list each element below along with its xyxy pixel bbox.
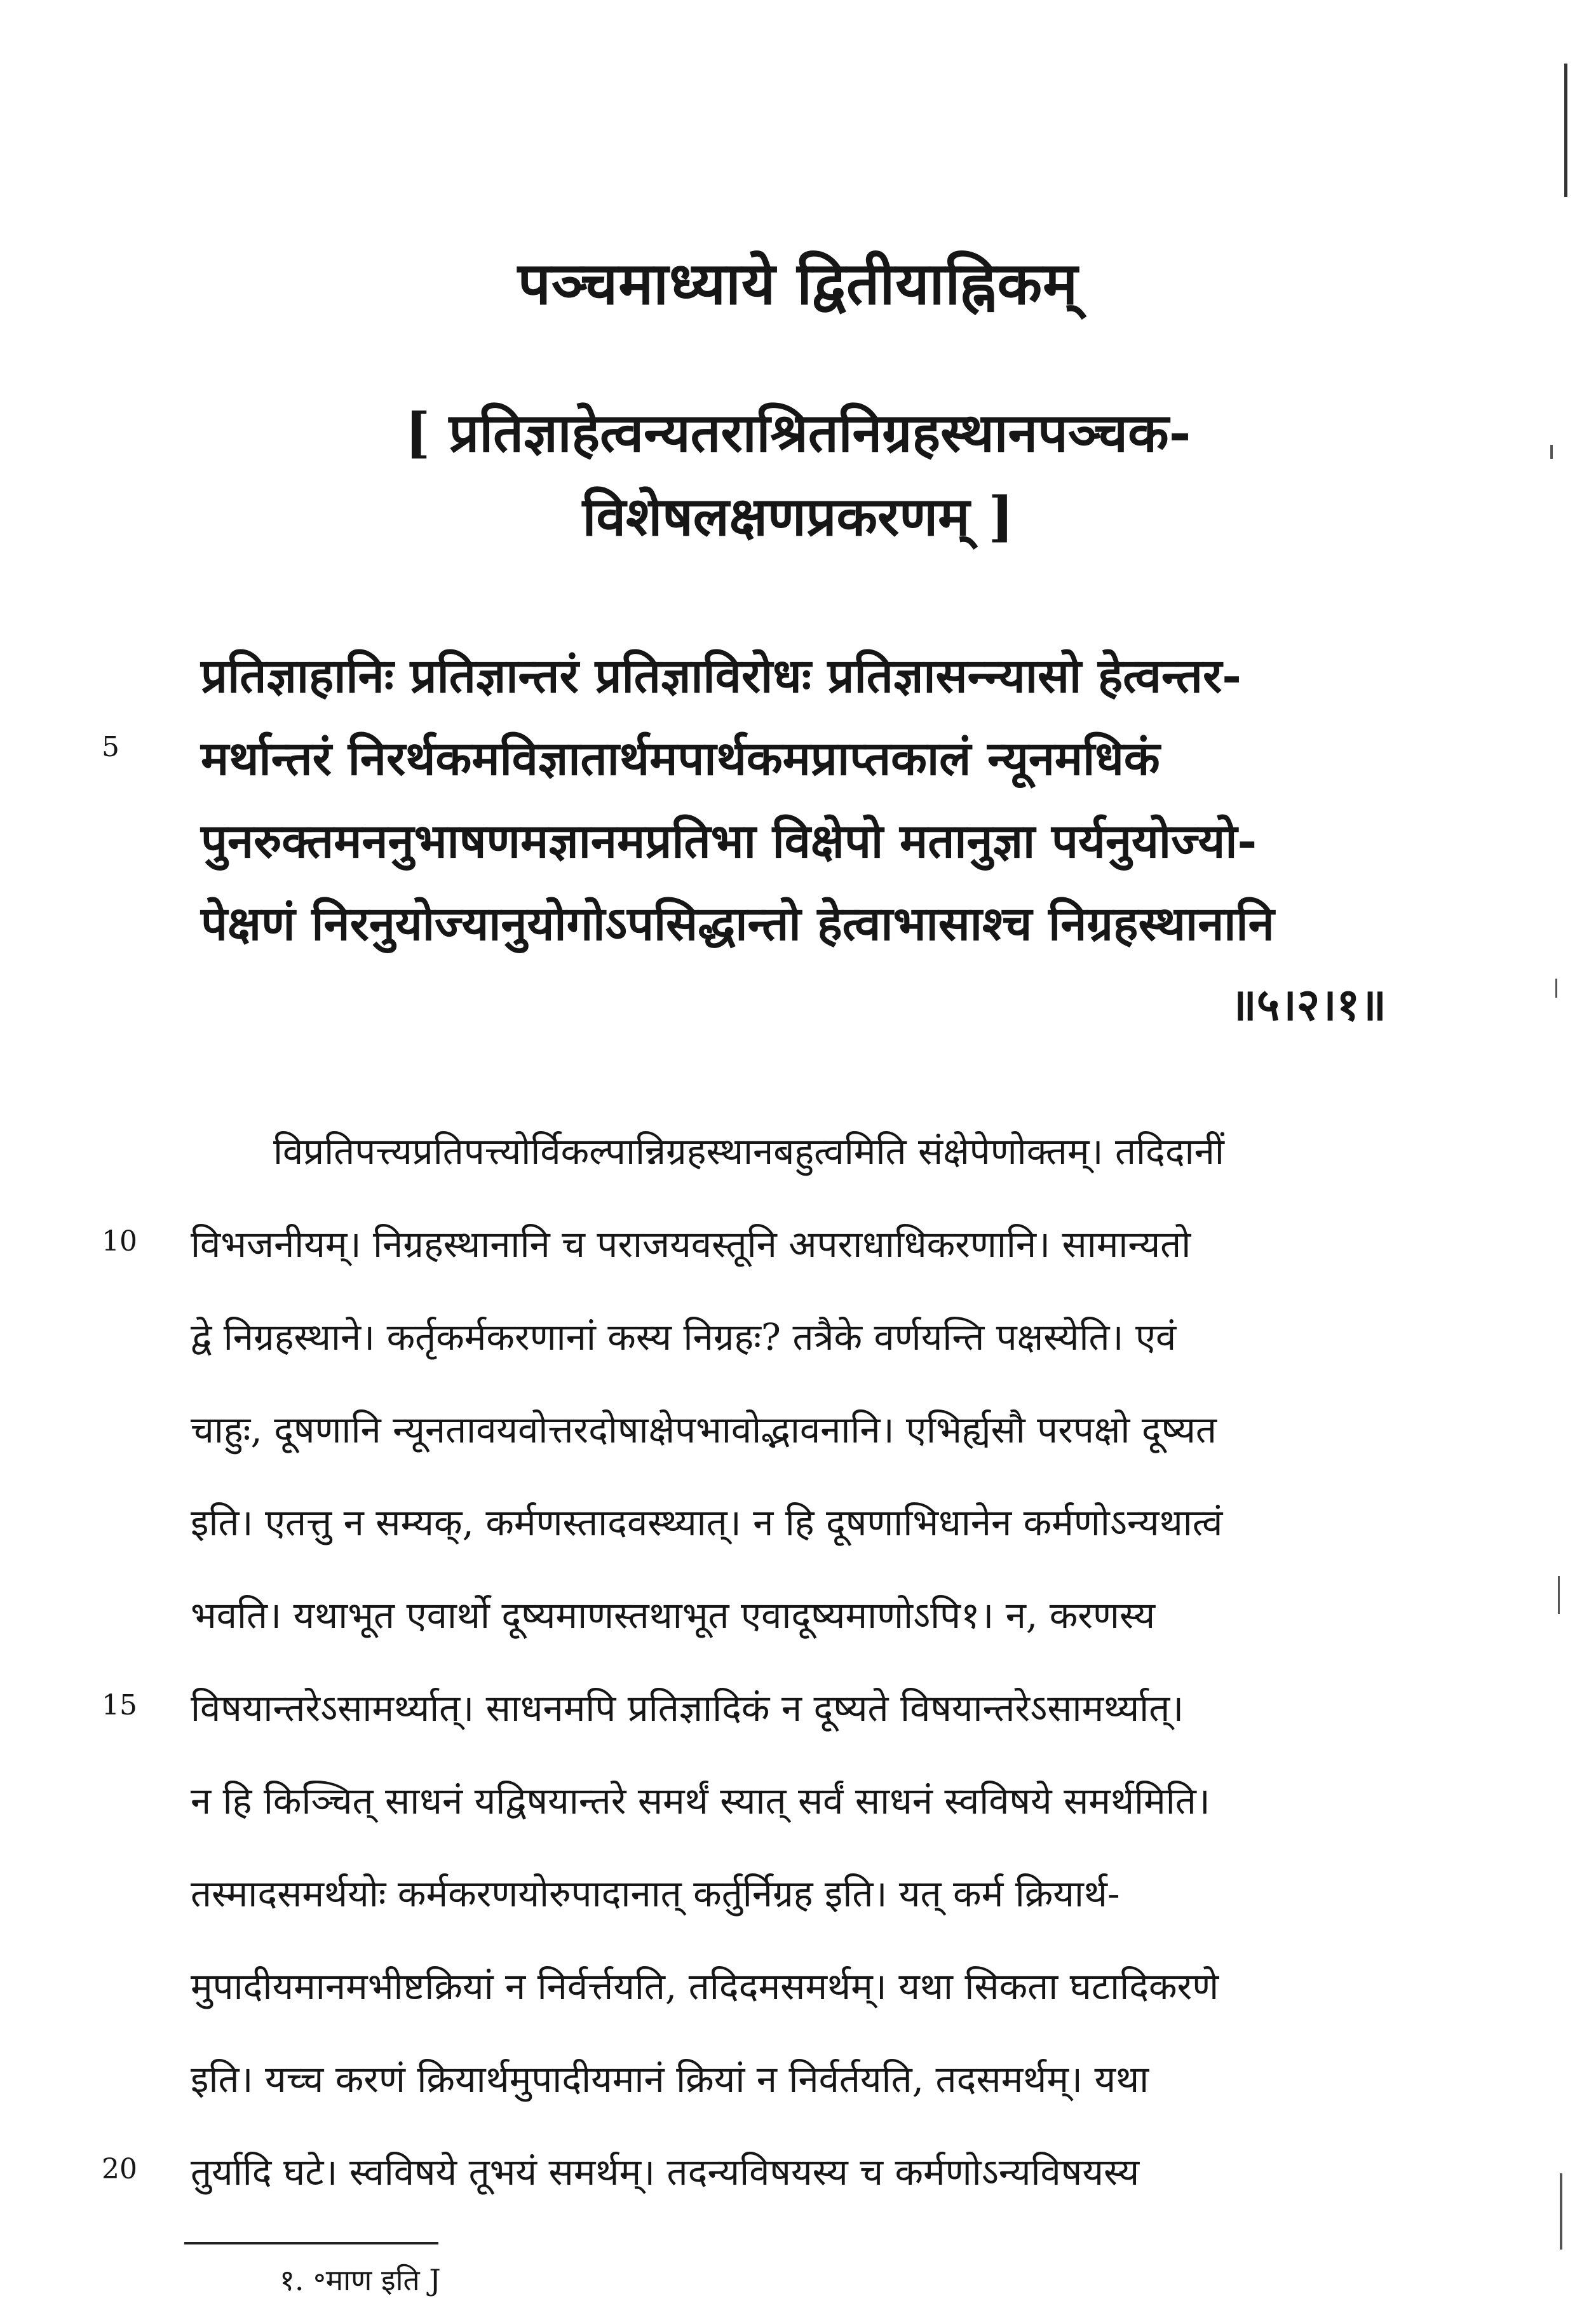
commentary-line	[191, 1496, 1402, 1546]
commentary-line	[191, 1774, 1402, 1824]
line-number: 5	[102, 731, 119, 763]
commentary-text: चाहुः, दूषणानि न्यूनतावयवोत्तरदोषाक्षेपभावोद्भावनानि। एभिर्ह्यसौ परपक्षो दूष्यत	[191, 1408, 1217, 1451]
sutra-text: मर्थान्तरं निरर्थकमविज्ञातार्थमपार्थकमप्राप्तकालं न्यूनमधिकं	[201, 731, 1160, 786]
section-title-line-2: विशेषलक्षणप्रकरणम् ]	[582, 485, 1014, 548]
sutra-line-4	[201, 890, 1402, 954]
commentary-text: तस्मादसमर्थयोः कर्मकरणयोरुपादानात् कर्तुर्निग्रह इति। यत् कर्म क्रियार्थ-	[191, 1872, 1120, 1915]
commentary-line	[191, 1310, 1402, 1361]
commentary-line	[191, 1218, 1402, 1268]
line-number: 20	[102, 2153, 137, 2185]
commentary-line	[191, 2145, 1402, 2196]
commentary-text: विषयान्तरेऽसामर्थ्यात्। साधनमपि प्रतिज्ञादिकं न दूष्यते विषयान्तरेऽसामर्थ्यात्।	[191, 1687, 1184, 1730]
commentary-line	[191, 1681, 1402, 1732]
commentary-text: मुपादीयमानमभीष्टक्रियां न निर्वर्त्तयति, तदिदमसमर्थम्। यथा सिकता घटादिकरणे	[191, 1965, 1219, 2008]
scan-speck	[1555, 979, 1557, 998]
commentary-line	[191, 1403, 1402, 1453]
scan-speck	[1550, 445, 1553, 459]
commentary-text: इति। एतत्तु न सम्यक्, कर्मणस्तादवस्थ्यात्। न हि दूषणाभिधानेन कर्मणोऽन्यथात्वं	[191, 1501, 1223, 1544]
sutra-text: प्रतिज्ञाहानिः प्रतिज्ञान्तरं प्रतिज्ञाविरोधः प्रतिज्ञासन्न्यासो हेत्वन्तर-	[201, 649, 1241, 703]
line-number: 10	[102, 1225, 137, 1258]
chapter-heading: पञ्चमाध्याये द्वितीयाह्निकम्	[517, 249, 1079, 318]
commentary-line	[191, 1867, 1402, 1917]
margin-rule	[1564, 64, 1567, 197]
commentary-line	[191, 1589, 1402, 1639]
scan-speck	[1558, 1576, 1560, 1614]
commentary-text: न हि किञ्चित् साधनं यद्विषयान्तरे समर्थं स्यात् सर्वं साधनं स्वविषये समर्थमिति।	[191, 1779, 1210, 1823]
sutra-line-3	[201, 807, 1402, 871]
sutra-number: ॥५।२।१॥	[1229, 978, 1386, 1031]
sutra-text: पेक्षणं निरनुयोज्यानुयोगोऽपसिद्धान्तो हेत्वाभासाश्च निग्रहस्थानानि	[201, 897, 1275, 951]
sutra-line-2	[201, 724, 1402, 789]
footnote: १. ॰माण इति J	[280, 2263, 441, 2297]
commentary-line	[191, 2053, 1402, 2103]
commentary-text: इति। यच्च करणं क्रियार्थमुपादीयमानं क्रियां न निर्वर्तयति, तदसमर्थम्। यथा	[191, 2058, 1149, 2101]
commentary-text: तुर्यादि घटे। स्वविषये तूभयं समर्थम्। तदन्यविषयस्य च कर्मणोऽन्यविषयस्य	[191, 2150, 1140, 2194]
commentary-line	[273, 1125, 1402, 1175]
scan-speck	[1560, 2173, 1562, 2250]
sutra-line-1	[201, 642, 1402, 706]
sutra-text: पुनरुक्तमननुभाषणमज्ञानमप्रतिभा विक्षेपो मतानुज्ञा पर्यनुयोज्यो-	[201, 814, 1257, 869]
footnote-rule	[184, 2242, 438, 2244]
section-title-line-1: [ प्रतिज्ञाहेत्वन्यतराश्रितनिग्रहस्थानपञ्चक-	[405, 401, 1191, 464]
commentary-text: भवति। यथाभूत एवार्थो दूष्यमाणस्तथाभूत एवादूष्यमाणोऽपि१। न, करणस्य	[191, 1594, 1156, 1637]
commentary-text: द्वे निग्रहस्थाने। कर्तृकर्मकरणानां कस्य निग्रहः? तत्रैके वर्णयन्ति पक्षस्येति। एवं	[191, 1315, 1177, 1359]
line-number: 15	[102, 1689, 137, 1721]
commentary-text: विभजनीयम्। निग्रहस्थानानि च पराजयवस्तूनि अपराधाधिकरणानि। सामान्यतो	[191, 1223, 1191, 1266]
commentary-text: विप्रतिपत्त्यप्रतिपत्त्योर्विकल्पान्निग्रहस्थानबहुत्वमिति संक्षेपेणोक्तम्। तदिदानीं	[273, 1130, 1224, 1173]
commentary-line	[191, 1960, 1402, 2010]
